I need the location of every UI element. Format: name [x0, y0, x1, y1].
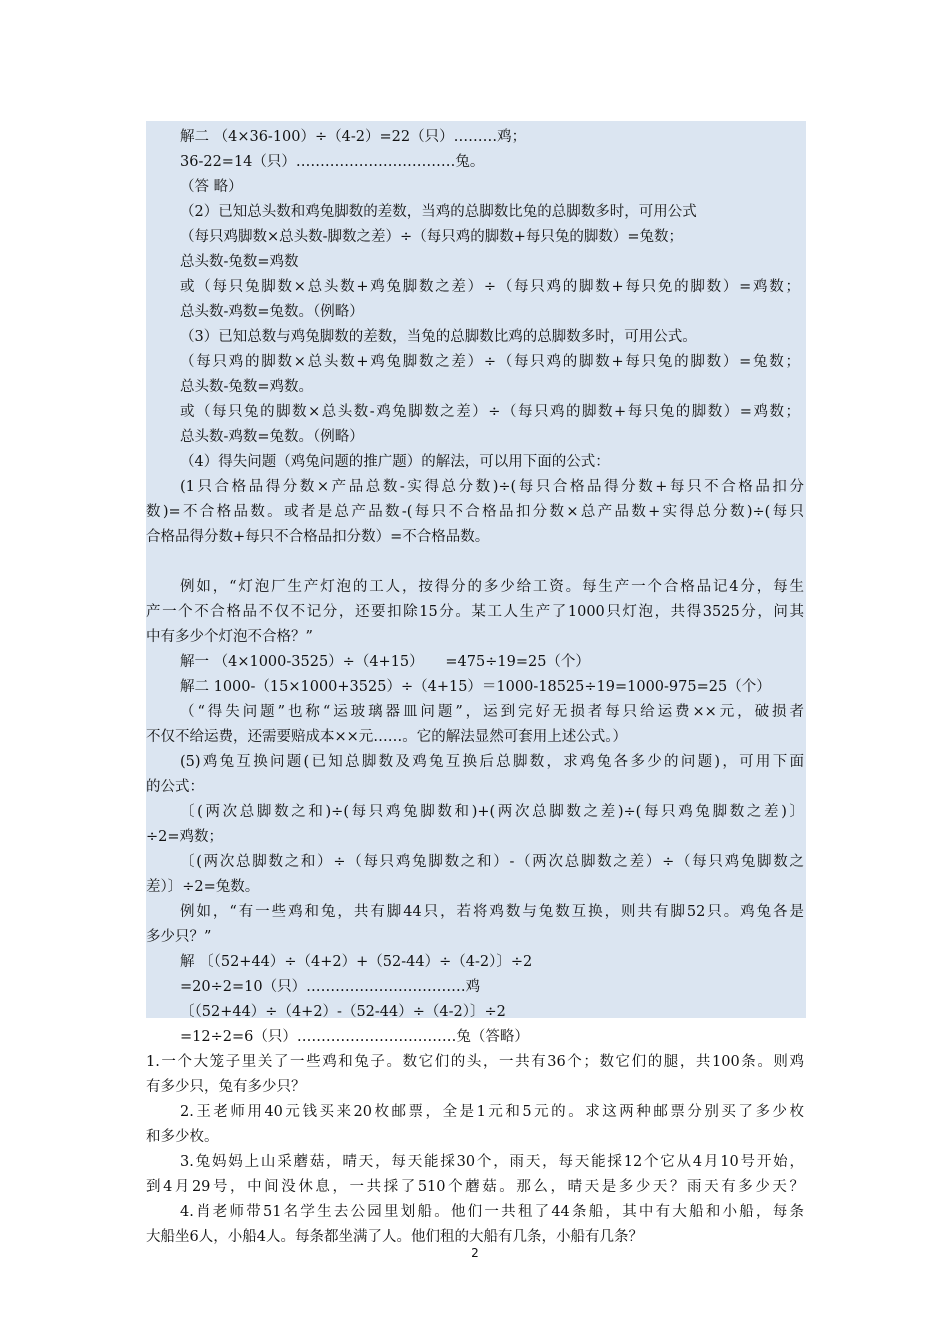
text-line: 36-22=14（只）……………………………兔。 [180, 154, 485, 170]
text-line: 总头数-兔数=鸡数。 [180, 379, 314, 395]
text-line: （每只鸡的脚数×总头数+鸡兔脚数之差）÷（每只鸡的脚数+每只兔的脚数）=兔数； [180, 354, 800, 370]
text-line: 总头数-兔数=鸡数 [180, 254, 299, 270]
exercise-line: 到4月29号，中间没休息，一共採了510个蘑菇。那么，晴天是多少天？雨天有多少天？ [146, 1179, 804, 1195]
text-line: 解一 （4×1000-3525）÷（4+15） =475÷19=25（个） [180, 654, 590, 670]
text-line: 解二 （4×36-100）÷（4-2）=22（只）………鸡； [180, 129, 527, 145]
text-line: 〔（52+44）÷（4+2）-（52-44）÷（4-2）〕÷2 [180, 1004, 506, 1020]
text-line: （每只鸡脚数×总头数-脚数之差）÷（每只鸡的脚数+每只兔的脚数）=兔数； [180, 229, 683, 245]
text-line: （4）得失问题（鸡兔问题的推广题）的解法，可以用下面的公式： [180, 454, 610, 470]
exercise-line: 和多少枚。 [146, 1129, 219, 1145]
text-line: 不仅不给运费，还需要赔成本××元……。它的解法显然可套用上述公式。） [146, 729, 628, 745]
text-line: ÷2=鸡数； [146, 829, 224, 845]
text-line: 差）〕÷2=兔数。 [146, 879, 260, 895]
text-line: 总头数-鸡数=兔数。（例略） [180, 429, 364, 445]
text-line: 总头数-鸡数=兔数。（例略） [180, 304, 364, 320]
text-line: 数)=不合格品数。或者是总产品数-(每只不合格品扣分数×总产品数+实得总分数)÷(每只 [146, 504, 804, 520]
exercise-line: 有多少只，兔有多少只？ [146, 1079, 306, 1095]
text-line: （“得失问题”也称“运玻璃器皿问题”，运到完好无损者每只给运费××元，破损者 [180, 704, 804, 720]
exercise-line: 2.王老师用40元钱买来20枚邮票，全是1元和5元的。求这两种邮票分别买了多少枚 [180, 1104, 804, 1120]
text-line: 〔(两次总脚数之和)÷(每只鸡兔脚数和)+(两次总脚数之差)÷(每只鸡兔脚数之差)〕 [180, 804, 804, 820]
exercise-line: 1.一个大笼子里关了一些鸡和兔子。数它们的头，一共有36个；数它们的腿，共100条。则鸡 [146, 1054, 804, 1070]
text-line: 中有多少个灯泡不合格？” [146, 629, 313, 645]
text-line: =20÷2=10（只）……………………………鸡 [180, 979, 480, 995]
text-line: 或（每只兔脚数×总头数+鸡兔脚数之差）÷（每只鸡的脚数+每只免的脚数）=鸡数； [180, 279, 800, 295]
text-line: (5)鸡兔互换问题(已知总脚数及鸡兔互换后总脚数，求鸡兔各多少的问题)，可用下面 [180, 754, 804, 770]
text-line: 合格品得分数+每只不合格品扣分数）=不合格品数。 [146, 529, 490, 545]
page-number: 2 [471, 1246, 479, 1260]
text-line: （答 略） [180, 179, 243, 195]
text-line: 的公式： [146, 779, 204, 795]
text-line: 产一个不合格品不仅不记分，还要扣除15分。某工人生产了1000只灯泡，共得3525分，问其 [146, 604, 804, 620]
text-line: （2）已知总头数和鸡兔脚数的差数，当鸡的总脚数比兔的总脚数多时，可用公式 [180, 204, 697, 220]
text-line: 或（每只兔的脚数×总头数-鸡兔脚数之差）÷（每只鸡的脚数+每只兔的脚数）=鸡数； [180, 404, 800, 420]
text-line: (1只合格品得分数×产品总数-实得总分数)÷(每只合格品得分数+每只不合格品扣分 [180, 479, 804, 495]
text-line: （3）已知总数与鸡兔脚数的差数，当兔的总脚数比鸡的总脚数多时，可用公式。 [180, 329, 697, 345]
text-line: 例如，“有一些鸡和兔，共有脚44只，若将鸡数与兔数互换，则共有脚52只。鸡兔各是 [180, 904, 804, 920]
text-line: 〔(两次总脚数之和）÷（每只鸡兔脚数之和）-（两次总脚数之差）÷（每只鸡兔脚数之 [180, 854, 804, 870]
exercise-line: 3.兔妈妈上山采蘑菇，晴天，每天能採30个，雨天，每天能採12个它从4月10号开始， [180, 1154, 804, 1170]
text-line: =12÷2=6（只）……………………………兔（答略） [180, 1029, 529, 1045]
exercise-line: 大船坐6人，小船4人。每条都坐满了人。他们租的大船有几条，小船有几条？ [146, 1229, 643, 1245]
text-line: 解二 1000-（15×1000+3525）÷（4+15）＝1000-18525÷19=1000-975=25（个） [180, 679, 771, 695]
exercise-line: 4.肖老师带51名学生去公园里划船。他们一共租了44条船，其中有大船和小船，每条 [180, 1204, 804, 1220]
text-line: 解 〔（52+44）÷（4+2）+（52-44）÷（4-2）〕÷2 [180, 954, 533, 970]
text-line: 多少只？” [146, 929, 212, 945]
text-line: 例如，“灯泡厂生产灯泡的工人，按得分的多少给工资。每生产一个合格品记4分，每生 [180, 579, 804, 595]
